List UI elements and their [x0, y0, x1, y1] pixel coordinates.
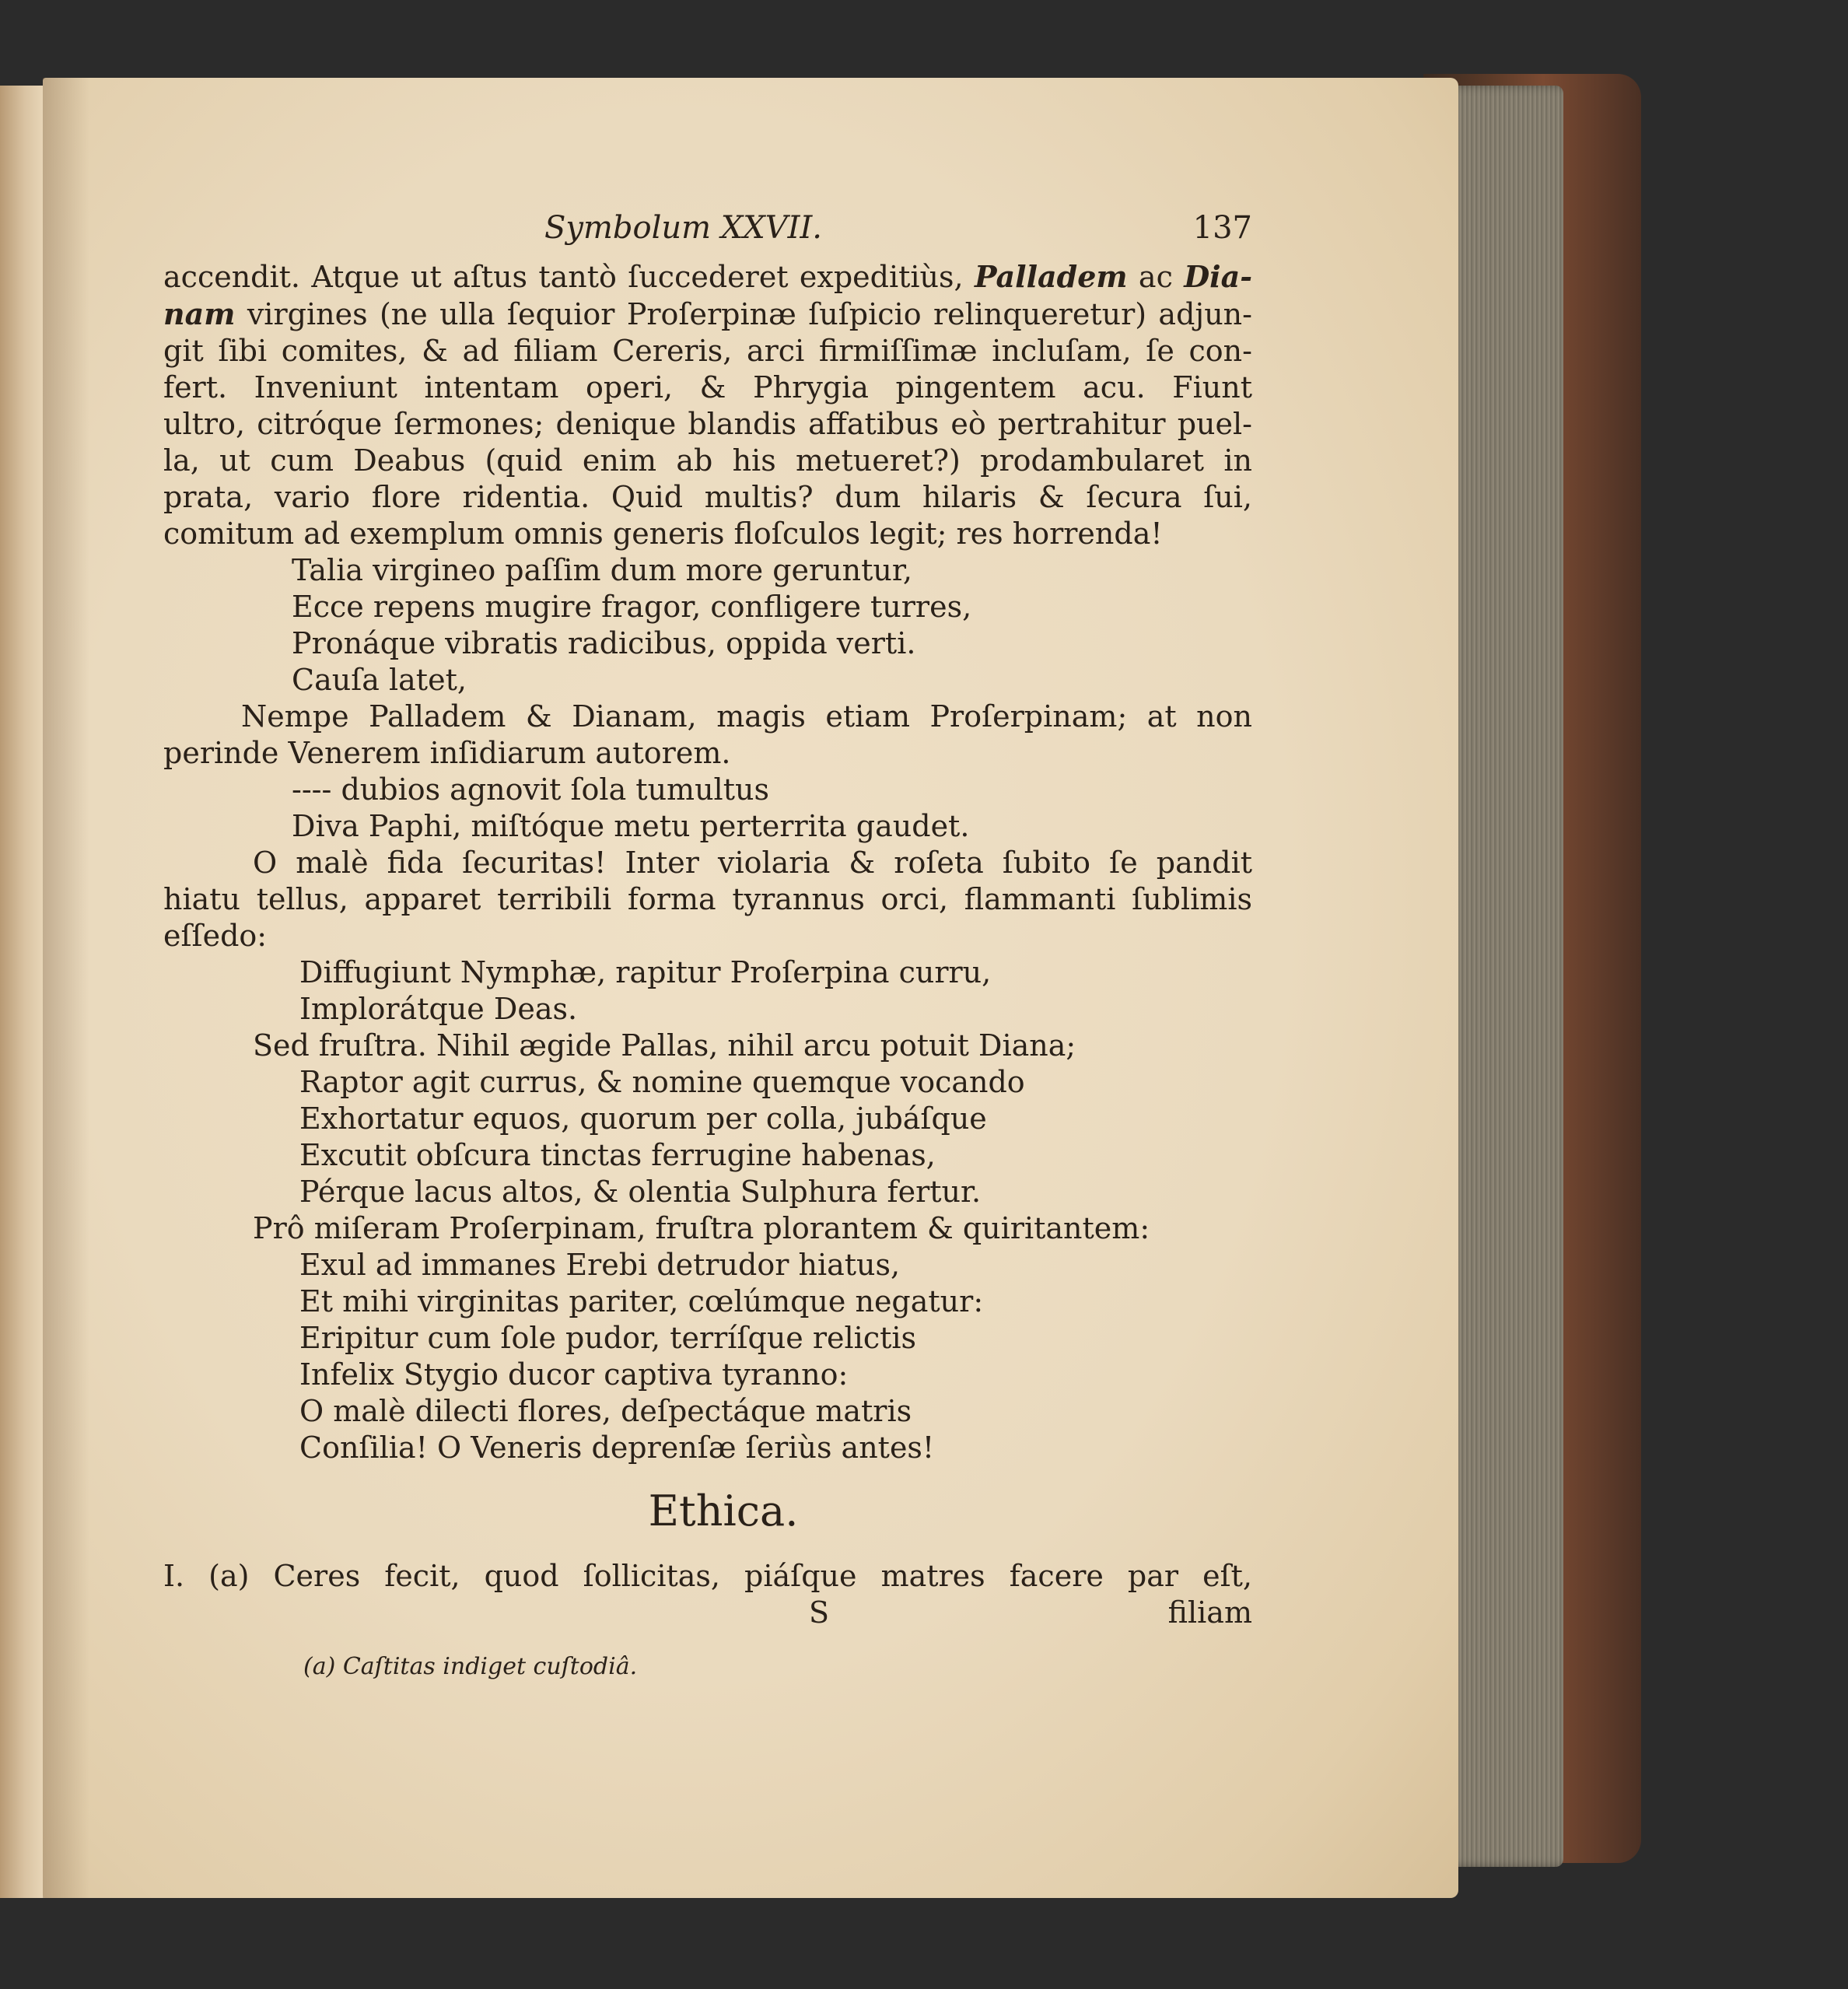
verse-line: Diffugiunt Nymphæ, rapitur Proſerpina curru,	[299, 955, 992, 989]
page-header	[163, 210, 1252, 258]
verse-line: Raptor agit currus, & nomine quemque vocando	[299, 1065, 1025, 1099]
verse-line: Infelix Stygio ducor captiva tyranno:	[299, 1357, 849, 1392]
text-line: ultro, citróque ſermones; denique blandis affatibus eò pertrahitur puel-	[163, 407, 1252, 441]
verse-line: Pérque lacus altos, & olentia Sulphura fertur.	[299, 1175, 982, 1209]
footnote: (a) Caſtitas indiget cuſtodiâ.	[303, 1653, 638, 1680]
text-line: Nempe Palladem & Dianam, magis etiam Proſerpinam; at non	[241, 699, 1252, 734]
running-title: Symbolum XXVII.	[544, 210, 822, 246]
verse-line: Pronáque vibratis radicibus, oppida verti.	[292, 626, 916, 660]
verse-line: Cauſa latet,	[292, 663, 467, 697]
text-line: O malè fida ſecuritas! Inter violaria & roſeta ſubito ſe pandit	[253, 846, 1252, 880]
text-line: nam virgines (ne ulla ſequior Proſerpinæ ſuſpicio relinqueretur) adjun-	[163, 296, 1252, 331]
verse-line: O malè dilecti flores, deſpectáque matris	[299, 1394, 912, 1428]
catchword: filiam	[1167, 1595, 1252, 1630]
verse-line: Eripitur cum ſole pudor, terríſque relictis	[299, 1321, 917, 1355]
text-line: eſſedo:	[163, 919, 268, 953]
text-line: perinde Venerem inſidiarum autorem.	[163, 736, 731, 770]
text-line: I. (a) Ceres fecit, quod ſollicitas, piáſque matres facere par eſt,	[163, 1559, 1252, 1593]
text-line: git ſibi comites, & ad filiam Cereris, arci firmiſſimæ incluſam, ſe con-	[163, 334, 1252, 368]
verse-line: Diva Paphi, miſtóque metu perterrita gaudet.	[292, 809, 970, 843]
verse-line: Conſilia! O Veneris deprenſæ ſeriùs antes!	[299, 1430, 935, 1465]
verse-line: Implorátque Deas.	[299, 992, 578, 1026]
text-line: fert. Inveniunt intentam operi, & Phrygia pingentem acu. Fiunt	[163, 370, 1252, 404]
verse-line: ---- dubios agnovit ſola tumultus	[292, 772, 769, 807]
verse-line: Et mihi virginitas pariter, cœlúmque negatur:	[299, 1284, 984, 1318]
page-number: 137	[1192, 210, 1252, 246]
text-line: hiatu tellus, apparet terribili forma tyrannus orci, flammanti ſublimis	[163, 882, 1252, 916]
text-line: Prô miſeram Proſerpinam, fruſtra plorantem & quiritantem:	[253, 1211, 1150, 1245]
text-line: la, ut cum Deabus (quid enim ab his metueret?) prodambularet in	[163, 443, 1252, 478]
verse-line: Exul ad immanes Erebi detrudor hiatus,	[299, 1248, 901, 1282]
section-heading: Ethica.	[648, 1486, 799, 1536]
signature-row	[163, 1595, 1252, 1631]
text-line: comitum ad exemplum omnis generis floſculos legit; res horrenda!	[163, 517, 1163, 551]
text-line: prata, vario flore ridentia. Quid multis? dum hilaris & ſecura ſui,	[163, 480, 1252, 514]
text-line: Sed fruſtra. Nihil ægide Pallas, nihil arcu potuit Diana;	[253, 1028, 1076, 1063]
verse-line: Excutit obſcura tinctas ferrugine habenas,	[299, 1138, 936, 1172]
signature-mark: S	[809, 1595, 830, 1630]
page-text-block	[163, 210, 1252, 1685]
text-line: accendit. Atque ut aſtus tantò ſuccederet expeditiùs, Palladem ac Dia-	[163, 259, 1252, 294]
page-gutter-shadow	[43, 78, 89, 1898]
verse-line: Talia virgineo paſſim dum more geruntur,	[292, 553, 912, 587]
verse-line: Exhortatur equos, quorum per colla, jubáſque	[299, 1101, 987, 1136]
verse-line: Ecce repens mugire fragor, confligere turres,	[292, 590, 972, 624]
